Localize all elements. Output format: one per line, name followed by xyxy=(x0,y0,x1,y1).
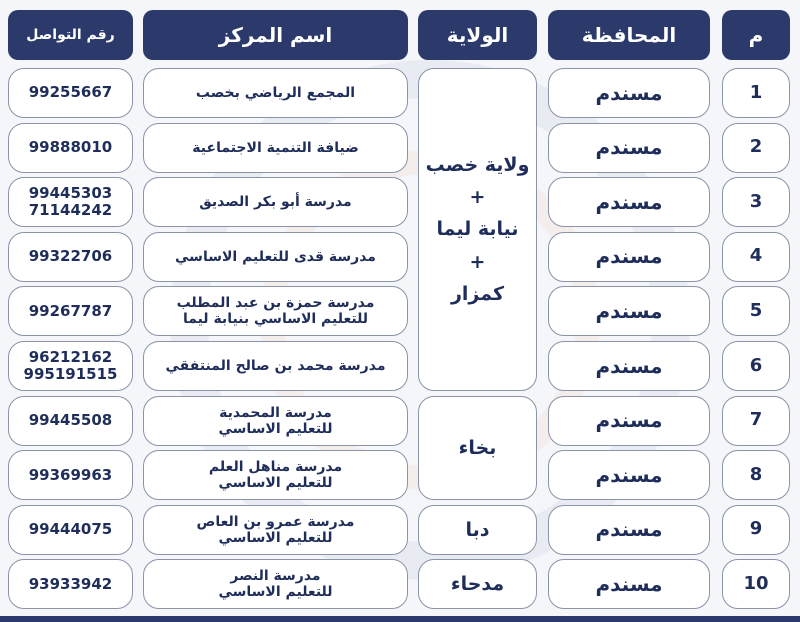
row-governorate: مسندم xyxy=(548,450,710,500)
row-center-name: مدرسة مناهل العلم للتعليم الاساسي xyxy=(143,450,408,500)
row-index: 3 xyxy=(722,177,790,227)
row-center-name: مدرسة عمرو بن العاص للتعليم الاساسي xyxy=(143,505,408,555)
row-phone: 99322706 xyxy=(8,232,133,282)
row-phone: 99444075 xyxy=(8,505,133,555)
header-governorate: المحافظة xyxy=(548,10,710,60)
header-phone: رقم التواصل xyxy=(8,10,133,60)
row-center-name: المجمع الرياضي بخصب xyxy=(143,68,408,118)
row-governorate: مسندم xyxy=(548,123,710,173)
row-phone: 96212162 995191515 xyxy=(8,341,133,391)
row-index: 7 xyxy=(722,396,790,446)
row-governorate: مسندم xyxy=(548,286,710,336)
row-index: 9 xyxy=(722,505,790,555)
header-index: م xyxy=(722,10,790,60)
row-index: 4 xyxy=(722,232,790,282)
row-governorate: مسندم xyxy=(548,341,710,391)
row-phone: 99888010 xyxy=(8,123,133,173)
row-center-name: مدرسة حمزة بن عبد المطلب للتعليم الاساسي بنيابة ليما xyxy=(143,286,408,336)
header-wilayat: الولاية xyxy=(418,10,537,60)
row-governorate: مسندم xyxy=(548,68,710,118)
wilayat-cell: بخاء xyxy=(418,396,537,501)
row-governorate: مسندم xyxy=(548,559,710,609)
row-index: 8 xyxy=(722,450,790,500)
row-index: 2 xyxy=(722,123,790,173)
row-phone: 99267787 xyxy=(8,286,133,336)
row-phone: 99255667 xyxy=(8,68,133,118)
row-index: 10 xyxy=(722,559,790,609)
header-center: اسم المركز xyxy=(143,10,408,60)
row-center-name: مدرسة قدى للتعليم الاساسي xyxy=(143,232,408,282)
row-phone: 99445508 xyxy=(8,396,133,446)
row-index: 6 xyxy=(722,341,790,391)
bottom-bar xyxy=(0,616,800,622)
row-center-name: ضيافة التنمية الاجتماعية xyxy=(143,123,408,173)
wilayat-cell: دبا xyxy=(418,505,537,555)
row-governorate: مسندم xyxy=(548,396,710,446)
row-index: 1 xyxy=(722,68,790,118)
wilayat-cell: مدحاء xyxy=(418,559,537,609)
row-governorate: مسندم xyxy=(548,505,710,555)
row-index: 5 xyxy=(722,286,790,336)
row-center-name: مدرسة المحمدية للتعليم الاساسي xyxy=(143,396,408,446)
row-phone: 99445303 71144242 xyxy=(8,177,133,227)
row-governorate: مسندم xyxy=(548,177,710,227)
row-center-name: مدرسة أبو بكر الصديق xyxy=(143,177,408,227)
row-center-name: مدرسة محمد بن صالح المنتفقي xyxy=(143,341,408,391)
row-phone: 99369963 xyxy=(8,450,133,500)
row-phone: 93933942 xyxy=(8,559,133,609)
row-center-name: مدرسة النصر للتعليم الاساسي xyxy=(143,559,408,609)
row-governorate: مسندم xyxy=(548,232,710,282)
wilayat-cell: ولاية خصب + نيابة ليما + كمزار xyxy=(418,68,537,391)
